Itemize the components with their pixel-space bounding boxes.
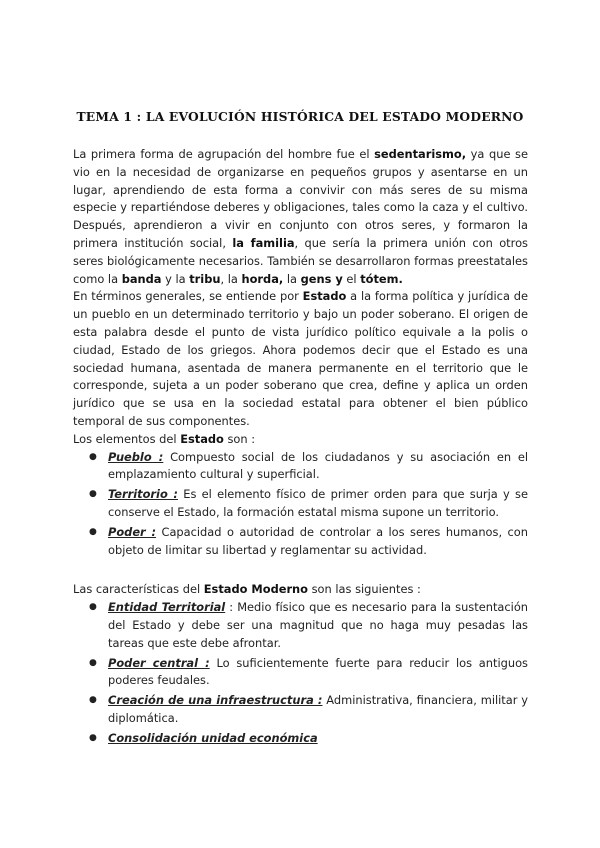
list-item: ● Consolidación unidad económica: [108, 730, 528, 748]
elements-intro: Los elementos del Estado son :: [73, 431, 256, 446]
intro-paragraph: La primera forma de agrupación del hombre fue el sedentarismo, ya que se vio en la necesidad de organizarse en pequeños grupos y asentarse en un lugar, aprendiendo de esta forma a convivir con más seres de su misma especie y repartiéndose deberes y obligaciones, tales como la caza y el cultivo. Después, aprendieron a vivir en conjunto con otros seres, y formaron la primera institución social, la familia, que sería la primera unión con otros seres biológicamente necesarios. También se desarrollaron formas preestatales como la banda y la tribu, la horda, la gens y el tótem.: [73, 147, 528, 286]
page-title: TEMA 1 : LA EVOLUCIÓN HISTÓRICA DEL ESTADO MODERNO: [76, 109, 524, 124]
characteristics-intro: Las características del Estado Moderno son las siguientes :: [73, 582, 421, 597]
list-item: ● Poder : Capacidad o autoridad de controlar a los seres humanos, con objeto de limitar su libertad y reglamentar su actividad.: [108, 524, 528, 560]
state-definition-paragraph: En términos generales, se entiende por Estado a la forma política y jurídica de un pueblo en un determinado territorio y bajo un poder soberano. El origen de esta palabra desde el punto de vista jurídico político equivale a la polis o ciudad, Estado de los griegos. Ahora podemos decir que el Estado es una sociedad humana, asentada de manera permanente en el territorio que le corresponde, sujeta a un poder soberano que crea, define y aplica un orden jurídico que se usa en la sociedad estatal para obtener el bien público temporal de sus componentes.: [73, 289, 528, 428]
characteristics-list: [73, 599, 528, 747]
elements-list: [73, 449, 528, 560]
list-item: ● Pueblo : Compuesto social de los ciudadanos y su asociación en el emplazamiento cultural y superficial.: [108, 449, 528, 485]
list-item: ● Creación de una infraestructura : Administrativa, financiera, militar y diplomática.: [108, 692, 528, 728]
document-body: [73, 146, 528, 750]
list-item: ● Poder central : Lo suficientemente fuerte para reducir los antiguos poderes feudales.: [108, 655, 528, 691]
spacer: [73, 561, 528, 581]
list-item: ● Territorio : Es el elemento físico de primer orden para que surja y se conserve el Estado, la formación estatal misma supone un territorio.: [108, 486, 528, 522]
list-item: ● Entidad Territorial : Medio físico que es necesario para la sustentación del Estado y debe ser una magnitud que no haga muy pesadas las tareas que este debe afrontar.: [108, 599, 528, 652]
